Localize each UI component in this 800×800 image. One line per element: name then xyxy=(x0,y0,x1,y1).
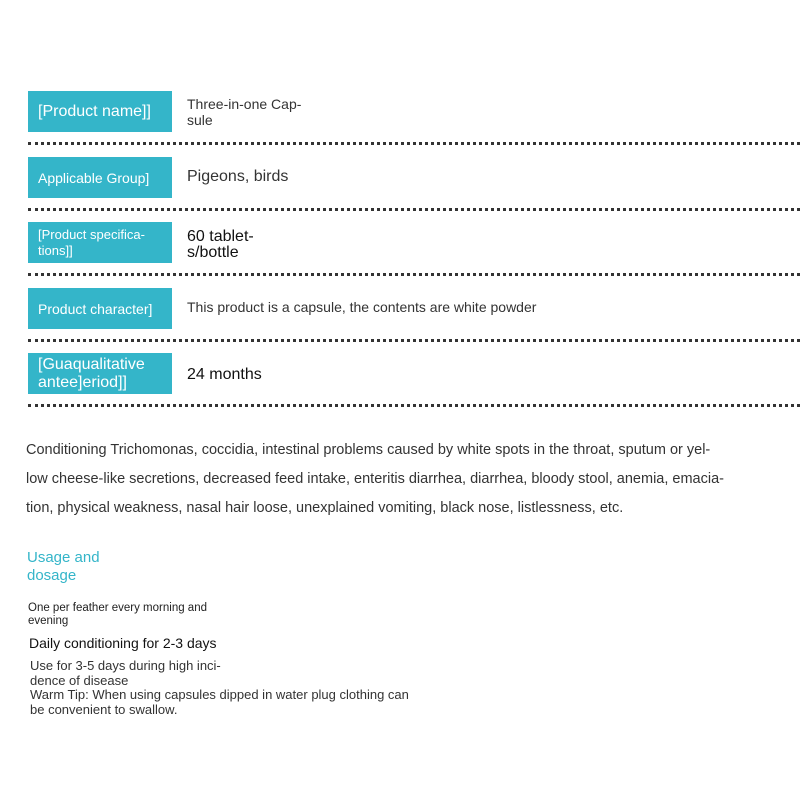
spec-row-product-character xyxy=(28,288,800,329)
usage-line-daily: Daily conditioning for 2-3 days xyxy=(29,635,217,651)
spec-value-product-name: Three-in-one Cap- sule xyxy=(187,96,302,128)
product-description: Conditioning Trichomonas, coccidia, intestinal problems caused by white spots in the throat, sputum or yel- low cheese-like secretions, decreased feed intake, enteritis diarrhea, diarrhea, bloody stool, anemia, emacia- tion, physical weakness, nasal hair loose, unexplained vomiting, black nose, listlessness, etc. xyxy=(26,442,724,516)
spec-value-specifications: 60 tablet- s/bottle xyxy=(187,228,254,261)
spec-value-applicable-group: Pigeons, birds xyxy=(187,168,289,185)
spec-label-guarantee-period: [Guaqualitative antee]eriod]] xyxy=(28,353,172,394)
spec-row-guarantee-period xyxy=(28,353,800,394)
spec-row-specifications xyxy=(28,222,800,263)
divider xyxy=(28,339,800,342)
usage-title: Usage and dosage xyxy=(27,549,100,584)
spec-value-product-character: This product is a capsule, the contents are white powder xyxy=(187,299,537,315)
divider xyxy=(28,142,800,145)
spec-label-product-character: Product character] xyxy=(28,288,172,329)
usage-warm-tip: Warm Tip: When using capsules dipped in water plug clothing can be convenient to swallow. xyxy=(30,687,409,717)
usage-line-high-incidence: Use for 3-5 days during high inci- dence of disease xyxy=(30,658,221,688)
usage-line-dose: One per feather every morning and evening xyxy=(28,602,207,627)
divider xyxy=(28,404,800,407)
spec-row-applicable-group xyxy=(28,157,800,198)
spec-value-guarantee-period: 24 months xyxy=(187,366,262,383)
divider xyxy=(28,273,800,276)
spec-label-applicable-group: Applicable Group] xyxy=(28,157,172,198)
spec-label-product-name: [Product name]] xyxy=(28,91,172,132)
spec-label-specifications: [Product specifica- tions]] xyxy=(28,222,172,263)
spec-row-product-name xyxy=(28,91,800,132)
divider xyxy=(28,208,800,211)
